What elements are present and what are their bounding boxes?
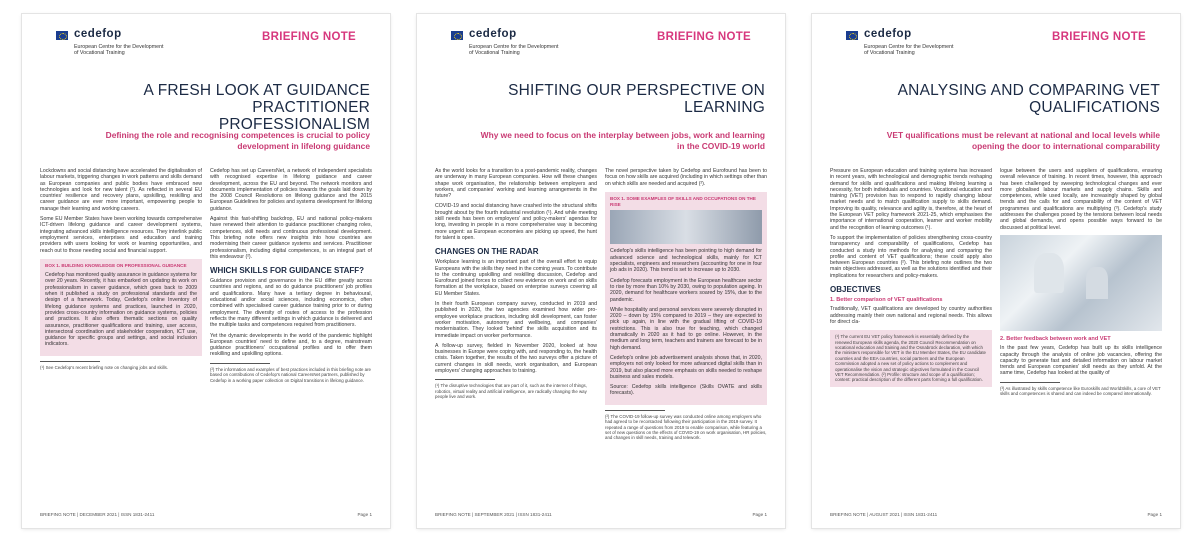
footnote-rule (605, 410, 665, 411)
page-number: Page 1 (752, 512, 767, 517)
right-column (1000, 168, 1162, 508)
footnote: (³) As illustrated by skills competence like Euroskills and WorldSkills, a core of VET skills and competences is shared and can indeed be compared internationally. (1000, 385, 1161, 397)
box-text: While hospitality and personal services were severely disrupted in 2020 – down by 15% compared to 2019 – they are expected to pick up again, in line with the gradual lifting of COVID-19 restrictions. This is also true for teaching, which changed dramatically in 2020 as it had to go online. However, in the medium and long term, teachers and trainers are forecast to be in high demand. (610, 306, 762, 351)
page-title: ANALYSING AND COMPARING VET QUALIFICATIONS (897, 82, 1160, 116)
left-column (830, 168, 992, 508)
footnote: (²) The information and examples of best practices included in this briefing note are based on contributions of Cedefop's national CareersNet partners, published by Cedefop in a working paper collection on Digital transitions in lifelong guidance. (210, 366, 371, 383)
page-header (38, 14, 374, 70)
page-number: Page 1 (357, 512, 372, 517)
briefing-note-label: BRIEFING NOTE (262, 31, 356, 43)
page-title: A FRESH LOOK AT GUIDANCE PRACTITIONER PROFESSIONALISM (143, 82, 370, 133)
eu-flag-icon (56, 31, 68, 40)
page-footer (830, 510, 1162, 520)
info-box (40, 259, 202, 356)
box-text: Cedefop's skills intelligence has been pointing to high demand for advanced science and technological skills, mainly for ICT specialists, engineers and researchers (accounting for one in four job ads in 2020). This trend is set to increase up to 2030. (610, 248, 762, 274)
right-column (210, 168, 372, 508)
left-column (435, 168, 597, 508)
box-text: Cedefop's online job advertisement analysis shows that, in 2020, employers not only looked for more advanced digital skills than in 2019, but also placed more emphasis on skills needed to reshape business and sales models. (610, 354, 762, 380)
paragraph: Lockdowns and social distancing have accelerated the digitalisation of labour markets, triggering changes in work patterns and skills demand as European companies and public bodies have embraced new technologies and look for new talent (¹). As reflected in several EU countries' resilience and recovery plans, upskilling, reskilling and career guidance are ever more important, empowering people to manage their learning and working careers. (40, 168, 202, 212)
paragraph: In their fourth European company survey, conducted in 2019 and published in 2020, the two agencies examined how wider pro-employee workplace practices, including skill development, can foster worker motivation, autonomy and wellbeing, and companies' modernisation. They looked 'behind' the skills acquisition and its immediate impact on worker performance. (435, 301, 597, 339)
briefing-note-label: BRIEFING NOTE (657, 31, 751, 43)
paragraph: Guidance provision and governance in the EU differ greatly across countries and regions, and so do guidance practitioners' job profiles and qualifications. Many have a tertiary degree in behavioural, educational and/or social sciences, including economics, often combined with specialised career guidance training prior to or during employment. The diversity of routes of access to the profession reflects the many different settings in which guidance is delivered and the multiple tasks and competences required from practitioners. (210, 278, 372, 329)
footnote: (²) The COVID-19 follow-up survey was conducted online among employers who had agreed to be recontacted following their participation in the 2019 survey. It repeated a range of questions from 2019 to enable comparison, while featuring a set of new questions on the effects of COVID-19 on work organisation, HR policies, and changes in skill needs, training and telework. (605, 413, 767, 441)
paragraph: COVID-19 and social distancing have crashed into the structural shifts brought about by the fourth industrial revolution (¹). And while meeting skill needs has been on employers' and policy-makers' agendas for long, investing in people in a more comprehensive way is becoming more urgent: as European economies are picking up speed, the hunt for talent is open. (435, 203, 597, 241)
org-name: European Centre for the Development of Vocational Training (864, 44, 954, 57)
box-label: BOX 1. SOME EXAMPLES OF SKILLS AND OCCUPATIONS ON THE RISE (610, 195, 756, 208)
paragraph: In the past few years, Cedefop has built up its skills intelligence capacity through the analysis of online job vacancies, offering the capacity to generate fast and detailed information on labour market trends and European companies' skill needs as they unfold. At the same time, Cedefop has looked at the quality of (1000, 345, 1162, 377)
right-column (605, 168, 767, 508)
page-header (828, 14, 1164, 70)
footnote-rule (210, 363, 270, 364)
footer-issue: BRIEFING NOTE | DECEMBER 2021 | ISSN 1831-2411 (40, 512, 155, 517)
page-header (433, 14, 769, 70)
page-footer (40, 510, 372, 520)
page-footer (435, 510, 767, 520)
paragraph: Pressure on European education and training systems has increased in recent years, with technological and demographic trends reshaping demand for skills and qualifications and making lifelong learning a necessity, for both individuals and countries. Vocational education and training (VET) provision has to respond to rapidly changing labour market needs and to match qualification supply to skills demand. Improving its quality, relevance and agility is, therefore, at the heart of the European VET policy framework 2021-25, which emphasises the importance of international cooperation, learner and worker mobility and the recognition of learning outcomes (¹). (830, 168, 992, 231)
paragraph: A follow-up survey, fielded in November 2020, looked at how businesses in Europe were coping with, and responding to, the health crisis. Taken together, the results of the two surveys offer a picture of current changes in skill needs, work organisation, and European employers' changing approaches to training. (435, 342, 597, 375)
paragraph: The novel perspective taken by Cedefop and Eurofound has been to focus on how skills are acquired (including in which settings other than on which skills are needed and acquired (²). (605, 168, 767, 187)
section-heading: WHICH SKILLS FOR GUIDANCE STAFF? (210, 266, 365, 276)
footnote: (¹) The current EU VET policy framework is essentially defined by the renewed European skills agenda, the 2020 Council Recommendation on vocational education and training and the Osnabrück declaration, with which the ministers responsible for VET in the EU Member States, the EU candidate countries and the EEA countries, social partners and the European Commission adopted a new set of policy actions to complement and operationalise the vision and strategic objectives formulated in the Council VET Recommendation. (²) Profile: structure and scope of a qualification; content: practical description of the different parts forming a full qualification. (835, 334, 986, 383)
box-label: BOX 1. BUILDING KNOWLEDGE ON PROFESSIONAL GUIDANCE (45, 262, 187, 268)
section-heading: OBJECTIVES (830, 285, 881, 295)
briefing-note-page-1 (22, 14, 390, 528)
section-heading: CHANGES ON THE RADAR (435, 247, 539, 257)
subheading: 2. Better feedback between work and VET (1000, 335, 1111, 342)
subheading: 1. Better comparison of VET qualifications (830, 297, 943, 304)
paragraph: Against this fast-shifting backdrop, EU and national policy-makers have renewed their attention to guidance practitioner changing roles, competences, skill needs and continuous professional development. This briefing note offers new insights into how countries are modernising their career guidance systems and services. Practitioner professionalism, including digital competences, is an integral part of this endeavour (²). (210, 216, 372, 260)
paragraph: As the world looks for a transition to a post-pandemic reality, changes are underway in many European companies. How will these changes shape work organisation, the relationship between employers and workers, and companies' working and learning arrangements in the future? (435, 168, 597, 200)
footer-issue: BRIEFING NOTE | SEPTEMBER 2021 | ISSN 1831-2411 (435, 512, 552, 517)
footnote: (¹) See Cedefop's recent briefing note on changing jobs and skills. (40, 364, 168, 370)
eu-flag-icon (451, 31, 463, 40)
cedefop-logo: cedefop (469, 28, 517, 40)
briefing-note-label: BRIEFING NOTE (1052, 31, 1146, 43)
paragraph: Traditionally, VET qualifications are developed by country authorities addressing mainly their own national and regional needs. This allows for direct cla- (830, 306, 992, 325)
briefing-note-page-2 (417, 14, 785, 528)
paragraph: Workplace learning is an important part of the overall effort to equip Europeans with the skills they need in the coming years. To contribute to the continuing upskilling and reskilling discussion, Cedefop and Eurofound joined forces to collect new evidence on work and on skills formation at the workplace, based on enterprise surveys covering all EU Member States. (435, 259, 597, 297)
page-subtitle: VET qualifications must be relevant at national and local levels while opening the door to international comparability (886, 130, 1160, 151)
page-subtitle: Defining the role and recognising competences is crucial to policy development in lifelong guidance (105, 130, 370, 151)
footnote: (¹) The disruptive technologies that are part of it, such as the internet of things, robotics, virtual reality and artificial intelligence, are radically changing the way people live and work. (435, 383, 587, 400)
box-text: Cedefop forecasts employment in the European healthcare sector to rise by more than 10% by 2030, owing to population ageing. In 2020, demand for healthcare workers soared by 15%, due to the pandemic. (610, 277, 762, 303)
eu-flag-icon (846, 31, 858, 40)
paragraph: Some EU Member States have been working towards comprehensive ICT-driven lifelong guidance and career development systems, integrating advanced skills intelligence resources. They interlink public employment services, enterprises and education and training providers with users looking for work or learning opportunities, and reach out to those needing social and financial support. (40, 216, 202, 254)
page-subtitle: Why we need to focus on the interplay between jobs, work and learning in the COVID-19 world (480, 130, 765, 151)
lab-photo (1000, 235, 1162, 331)
cedefop-logo: cedefop (74, 28, 122, 40)
footnote-rule (1000, 382, 1060, 383)
paragraph: Yet the dynamic developments in the world of the pandemic highlight European countries' need to define and, to a degree, mainstream guidance practitioners' occupational profiles and to offer them reskilling and upskilling options. (210, 332, 372, 358)
box-source: Source: Cedefop skills intelligence (Skills OVATE and skills forecasts). (610, 384, 762, 397)
page-title: SHIFTING OUR PERSPECTIVE ON LEARNING (508, 82, 765, 116)
org-name: European Centre for the Development of Vocational Training (469, 44, 559, 57)
footnote-box (830, 330, 992, 387)
box-text: Cedefop has monitored quality assurance in guidance systems for over 20 years. Recently, it has embarked on updating its work on professionalism in career guidance, which goes back to 2009 when it published a study on professional standards and the design of a framework. Today, Cedefop's online Inventory of lifelong guidance systems and practices, launched in 2020, provides cross-country information on guidance systems, policies and practices. It also offers thematic sections on quality assurance, practitioner qualifications and training, user access, intersectoral coordination and stakeholder cooperation, ICT use, guidance for specific groups and settings, and social inclusion indicators. (45, 272, 197, 348)
paragraph: Cedefop has set up CareersNet, a network of independent specialists with recognised expertise in lifelong guidance and career development, across the EU and beyond. The network monitors and documents implementation of policies towards the goals laid down by the 2008 Council Resolutions on lifelong guidance and the 2015 European Guidelines for policies and systems development for lifelong guidance. (210, 168, 372, 212)
info-box (605, 192, 767, 405)
org-name: European Centre for the Development of Vocational Training (74, 44, 164, 57)
paragraph: logue between the users and suppliers of qualifications, ensuring overall relevance of training. In recent times, however, this approach has been challenged by sweeping technological changes and ever more globalised labour markets and supply chains. Skills and competences, while used locally, are increasingly shaped by global trends and the calls for and comparability of the content of VET programmes and qualifications are multiplying (³). Cedefop's study addresses the challenges posed by the tensions between local needs and global demands, and opens possible ways forward to be discussed at political level. (1000, 168, 1162, 231)
page-number: Page 1 (1147, 512, 1162, 517)
box-photo (610, 210, 762, 244)
briefing-note-page-3 (812, 14, 1180, 528)
cedefop-logo: cedefop (864, 28, 912, 40)
footnote-rule (40, 361, 100, 362)
left-column (40, 168, 202, 508)
footer-issue: BRIEFING NOTE | AUGUST 2021 | ISSN 1831-2411 (830, 512, 938, 517)
footnote-rule (435, 379, 495, 380)
paragraph: To support the implementation of policies strengthening cross-country transparency and comparability of qualifications, Cedefop has conducted a study into methods for analysing and comparing the profile and content of VET qualifications; these could apply also between European countries (²). This briefing note outlines the two main objectives addressed, as well as the solutions identified and their implications for researchers and policy-makers. (830, 234, 992, 279)
